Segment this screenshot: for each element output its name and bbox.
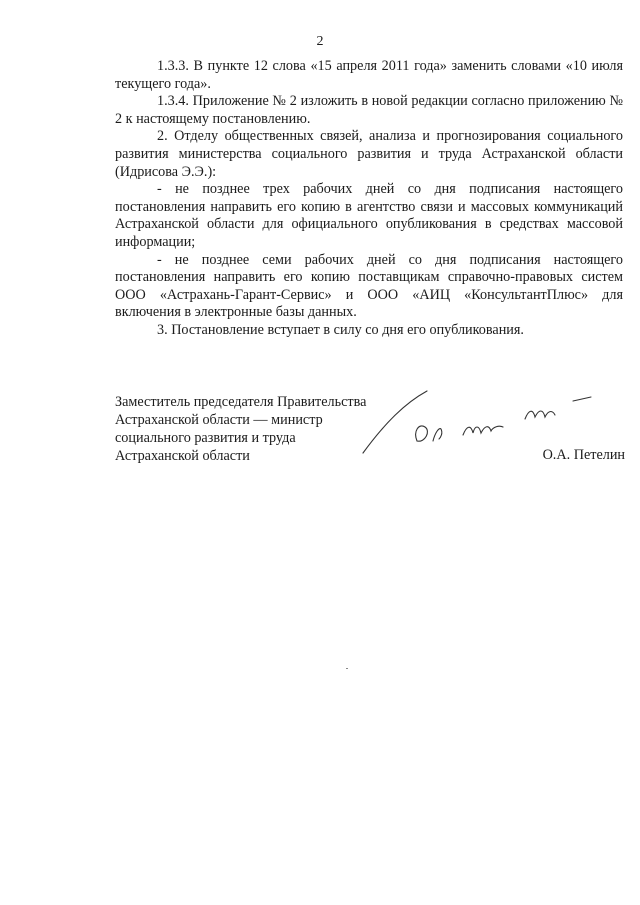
page-number: 2 [316, 34, 324, 49]
paragraph-2-item-2: - не позднее семи рабочих дней со дня подписания настоящего постановления направить его копию поставщикам справочно-правовых систем ООО «Астрахань-Гарант-Сервис» и ООО «АИЦ «КонсультантПлюс» для включения в электронные базы данных. [115, 251, 623, 321]
paragraph-2: 2. Отделу общественных связей, анализа и прогнозирования социального развития министерства социального развития и труда Астраханской области (Идрисова Э.Э.): [115, 128, 623, 180]
document-body [115, 58, 623, 340]
position-line: Астраханской области [115, 448, 250, 464]
position-line: Заместитель председателя Правительства [115, 394, 367, 410]
signature-block [115, 393, 625, 473]
paragraph-1-3-3: 1.3.3. В пункте 12 слова «15 апреля 2011 года» заменить словами «10 июля текущего года». [115, 58, 623, 92]
paragraph-3: 3. Постановление вступает в силу со дня его опубликования. [157, 321, 524, 338]
position-line: Астраханской области — министр [115, 412, 323, 428]
position-line: социального развития и труда [115, 430, 296, 446]
signer-name: О.А. Петелин [542, 447, 625, 463]
paragraph-2-item-1: - не позднее трех рабочих дней со дня подписания настоящего постановления направить его копию в агентство связи и массовых коммуникаций Астраханской области для официального опубликования в средствах массовой информации; [115, 181, 623, 250]
scan-speck [346, 668, 348, 669]
paragraph-1-3-4: 1.3.4. Приложение № 2 изложить в новой редакции согласно приложению № 2 к настоящему постановлению. [115, 93, 623, 127]
